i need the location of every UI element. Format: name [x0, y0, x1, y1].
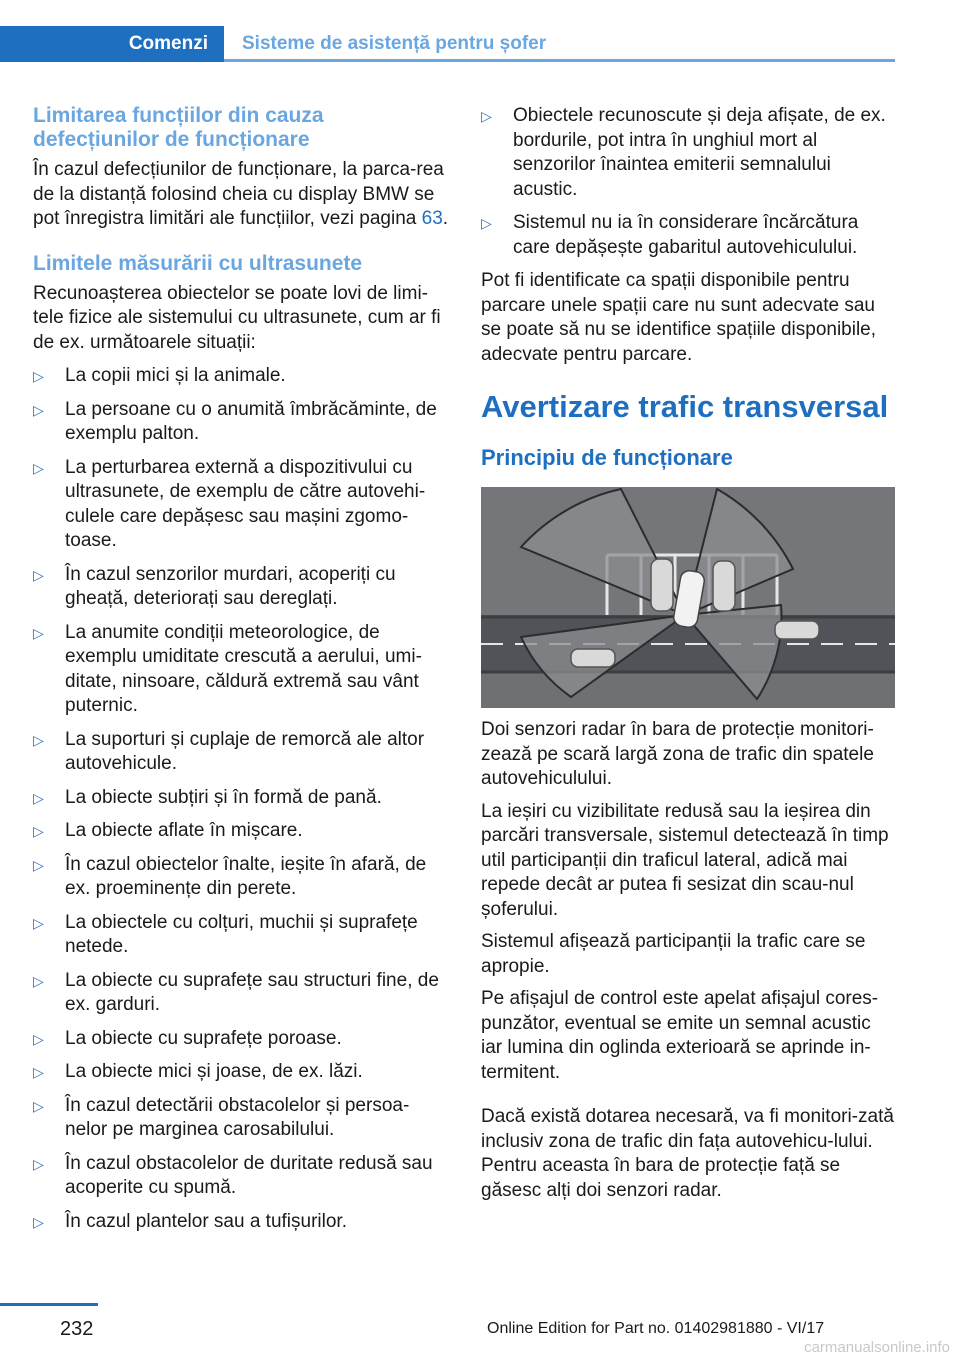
list-item: ▷ Sistemul nu ia în considerare încărcătura care depășește gabaritul autovehiculului.: [481, 212, 859, 258]
triangle-bullet-icon: ▷: [33, 624, 44, 641]
paragraph-radar: Doi senzori radar în bara de protecție monitori-zează pe scară largă zona de trafic din spatele autovehiculului.: [481, 719, 874, 789]
right-column: [481, 104, 895, 1203]
triangle-bullet-icon: ▷: [33, 789, 44, 806]
paragraph-parking-spaces: Pot fi identificate ca spații disponibile pentru parcare unele spații care nu sunt adecvate sau se poate să nu se identifice spațiile disponibile, adecvate pentru parcare.: [481, 270, 877, 365]
triangle-bullet-icon: ▷: [33, 566, 44, 583]
list-item: ▷ La obiecte mici și joase, de ex. lăzi.: [33, 1060, 451, 1085]
paragraph-front: Dacă există dotarea necesară, va fi monitori-zată inclusiv zona de trafic din fața autovehicu-lului. Pentru aceasta în bara de protecție față se găsesc alți doi senzori radar.: [481, 1106, 894, 1201]
triangle-bullet-icon: ▷: [33, 1213, 44, 1230]
triangle-bullet-icon: ▷: [33, 459, 44, 476]
list-item: ▷ La obiecte cu suprafețe sau structuri fine, de ex. garduri.: [33, 969, 439, 1015]
page-header: [0, 26, 895, 62]
list-item: ▷ În cazul senzorilor murdari, acoperiți cu gheață, deteriorați sau dereglați.: [33, 563, 396, 609]
edition-note: Online Edition for Part no. 01402981880 - VI/17: [487, 1320, 825, 1337]
chapter-tab: Comenzi: [0, 26, 224, 62]
triangle-bullet-icon: ▷: [33, 823, 44, 839]
list-item: ▷ În cazul obiectelor înalte, ieșite în afară, de ex. proeminențe din perete.: [33, 853, 427, 899]
sensor-limit-list: [481, 104, 895, 260]
cross-traffic-diagram: [481, 487, 895, 708]
heading-ultrasonic-limits: Limitele măsurării cu ultrasunete: [33, 251, 363, 275]
list-item: ▷ La obiecte cu suprafețe poroase.: [33, 1027, 451, 1052]
triangle-bullet-icon: ▷: [33, 914, 44, 931]
triangle-bullet-icon: ▷: [33, 1064, 44, 1080]
heading-function-limits: Limitarea funcțiilor din cauza defecțiunilor de funcționare: [33, 104, 324, 151]
heading-principle: Principiu de funcționare: [481, 445, 733, 470]
list-item: ▷ În cazul plantelor sau a tufișurilor.: [33, 1210, 451, 1235]
triangle-bullet-icon: ▷: [33, 401, 44, 418]
paragraph-exit: La ieșiri cu vizibilitate redusă sau la ieșirea din parcări transversale, sistemul detectează în timp util participanții din traficul lateral, adică mai repede decât ar putea fi sesizat din scau-nul șoferului.: [481, 800, 889, 920]
list-item: ▷ La persoane cu o anumită îmbrăcăminte, de exemplu palton.: [33, 398, 437, 444]
heading-cross-traffic: Avertizare trafic transversal: [481, 389, 889, 424]
header-rule: [224, 59, 895, 62]
page-link[interactable]: 63: [421, 208, 443, 229]
paragraph-display: Pe afișajul de control este apelat afișajul cores-punzător, eventual se emite un semnal acustic iar lumina din oglinda exterioară se aprinde in-termitent.: [481, 988, 879, 1083]
paragraph-show: Sistemul afișează participanții la trafic care se apropie.: [481, 931, 866, 977]
section-title: Sisteme de asistență pentru șofer: [242, 33, 547, 54]
list-item: ▷ La anumite condiții meteorologice, de exemplu umiditate crescută a aerului, umi-ditate, ninsoare, căldură extremă sau vânt puternic.: [33, 621, 422, 716]
triangle-bullet-icon: ▷: [33, 856, 44, 873]
triangle-bullet-icon: ▷: [33, 1097, 44, 1114]
list-item: ▷ La suporturi și cuplaje de remorcă ale altor autovehicule.: [33, 728, 425, 774]
list-item: ▷ La perturbarea externă a dispozitivului cu ultrasunete, de exemplu de către autovehi-culele care depășesc sau mașini zgomo-toase.: [33, 456, 426, 551]
list-item: ▷ La obiecte aflate în mișcare.: [33, 819, 451, 844]
page-number: 232: [60, 1318, 94, 1340]
cross-traffic-illustration: [481, 487, 895, 708]
list-item: ▷ La obiecte subțiri și în formă de pană.: [33, 786, 451, 811]
triangle-bullet-icon: ▷: [481, 108, 492, 124]
list-item: ▷ Obiectele recunoscute și deja afișate, de ex. bordurile, pot intra în unghiul mort al senzorilor înaintea emiterii semnalului acustic.: [481, 105, 886, 200]
triangle-bullet-icon: ▷: [33, 731, 44, 748]
list-item: ▷ La copii mici și la animale.: [33, 364, 451, 389]
paragraph-function-limits: În cazul defecțiunilor de funcționare, la parca-rea de la distanță folosind cheia cu display BMW se pot înregistra limitări ale funcțiilor, vezi pagina 63.: [33, 159, 449, 229]
watermark: carmanualsonline.info: [804, 1339, 950, 1356]
ultrasonic-limit-list: [33, 364, 451, 1234]
triangle-bullet-icon: ▷: [33, 368, 44, 384]
triangle-bullet-icon: ▷: [33, 972, 44, 989]
triangle-bullet-icon: ▷: [33, 1155, 44, 1172]
left-column: [33, 104, 451, 1243]
paragraph-ultrasonic: Recunoașterea obiectelor se poate lovi de limi-tele fizice ale sistemului cu ultrasunete, cum ar fi de ex. următoarele situații:: [33, 282, 441, 353]
triangle-bullet-icon: ▷: [481, 215, 492, 231]
list-item: ▷ În cazul detectării obstacolelor și persoa-nelor pe marginea carosabilului.: [33, 1094, 410, 1140]
triangle-bullet-icon: ▷: [33, 1030, 44, 1047]
list-item: ▷ În cazul obstacolelor de duritate redusă sau acoperite cu spumă.: [33, 1152, 433, 1198]
list-item: ▷ La obiectele cu colțuri, muchii și suprafețe netede.: [33, 911, 418, 957]
footer-rule: [0, 1303, 98, 1306]
